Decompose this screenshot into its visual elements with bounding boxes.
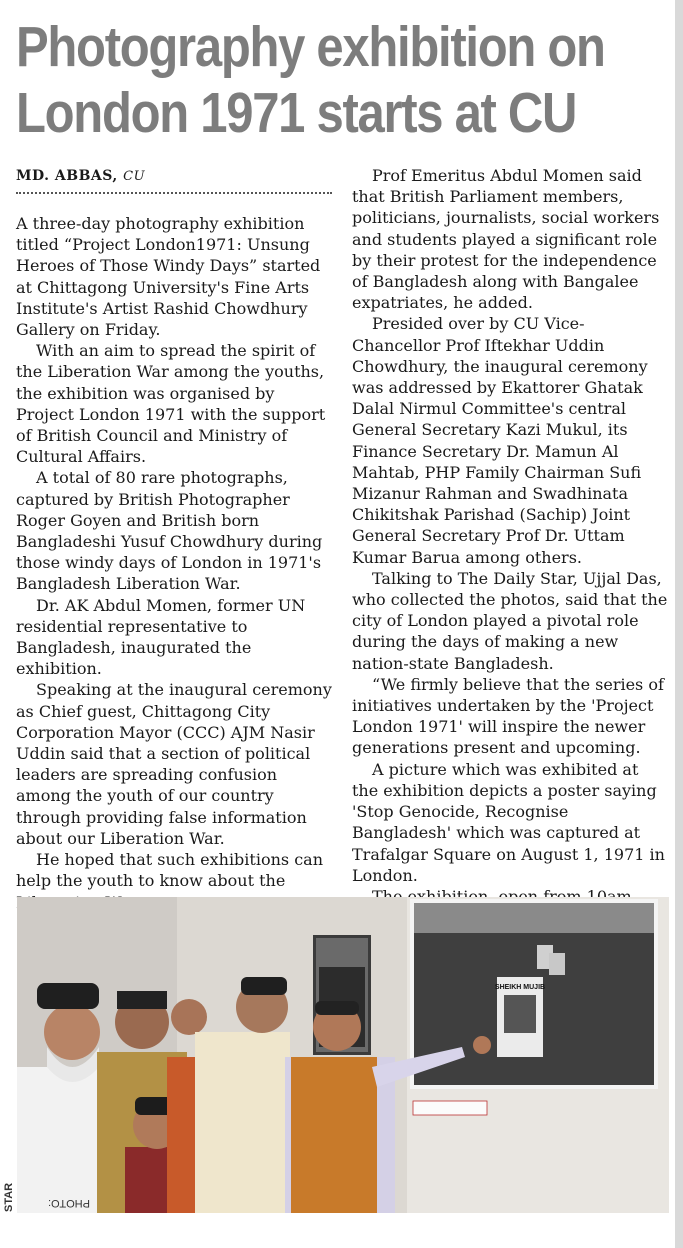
article-column-1: [16, 213, 336, 913]
paragraph: Dr. AK Abdul Momen, former UN residential representative to Bangladesh, inaugurated the exhibition.: [16, 595, 306, 679]
page-edge: [675, 0, 683, 1248]
paragraph: Talking to The Daily Star, Ujjal Das, who collected the photos, said that the city of London played a pivotal role during the days of making a new nation-state Bangladesh.: [352, 568, 668, 673]
exhibition-photo: [17, 897, 669, 1213]
photo-illustration: [17, 897, 669, 1213]
byline: [16, 168, 332, 194]
paragraph: “We firmly believe that the series of initiatives undertaken by the 'Project London 1971' will inspire the newer generations present and upcoming.: [352, 674, 664, 758]
byline-place: CU: [123, 169, 146, 184]
paragraph: Speaking at the inaugural ceremony as Chief guest, Chittagong City Corporation Mayor (CCC) AJM Nasir Uddin said that a section of political leaders are spreading confusion among the youth of our country through providing false information about our Liberation War.: [16, 680, 332, 848]
paragraph: He hoped that such exhibitions can help the youth to know about the: [16, 850, 323, 891]
byline-author: MD. ABBAS,: [16, 168, 118, 184]
paragraph: A three-day photography exhibition titled “Project London1971: Unsung Heroes of Those Windy Days” started at Chittagong University's Fine Arts Institute's Artist Rashid Chowdhury Gallery on Friday.: [16, 214, 321, 340]
photo-credit-source: STAR: [3, 1182, 15, 1212]
headline-line-1: Photography exhibition on: [16, 15, 605, 79]
paragraph: A picture which was exhibited at the exhibition depicts a poster saying 'Stop Genocide, Recognise Bangladesh' which was captured at Trafalgar Square on August 1, 1971 in London.: [352, 759, 665, 885]
paragraph: Presided over by CU Vice-Chancellor Prof Iftekhar Uddin Chowdhury, the inaugural ceremony was addressed by Ekattorer Ghatak Dalal Nirmul Committee's central General Secretary Kazi Mukul, its Finance Secretary Dr. Mamun Al Mahtab, PHP Family Chairman Sufi Mizanur Rahman and Swadhinata Chikitshak Parishad (Sachip) Joint General Secretary Prof Dr. Uttam Kumar Barua among others.: [352, 314, 648, 567]
headline: [16, 14, 605, 146]
paragraph: With an aim to spread the spirit of the Liberation War among the youths, the exhibition was organised by Project London 1971 with the support of British Council and Ministry of Cultural Affairs.: [16, 341, 326, 467]
poster-text: SHEIKH MUJIB: [494, 984, 546, 991]
paragraph: Prof Emeritus Abdul Momen said that British Parliament members, politicians, journalists, social workers and students played a significant role by their protest for the independence of Bangladesh along with Bangalee expatriates, he added.: [352, 166, 660, 313]
photo-credit-prefix: PHOTO:: [48, 1197, 90, 1209]
headline-line-2: London 1971 starts at CU: [16, 81, 577, 145]
article-column-2: [352, 165, 668, 928]
photo-credit: [0, 1125, 90, 1215]
paragraph: A total of 80 rare photographs, captured by British Photographer Roger Goyen and British born Bangladeshi Yusuf Chowdhury during those windy days of London in 1971's Bangladesh Liberation War.: [16, 468, 323, 594]
